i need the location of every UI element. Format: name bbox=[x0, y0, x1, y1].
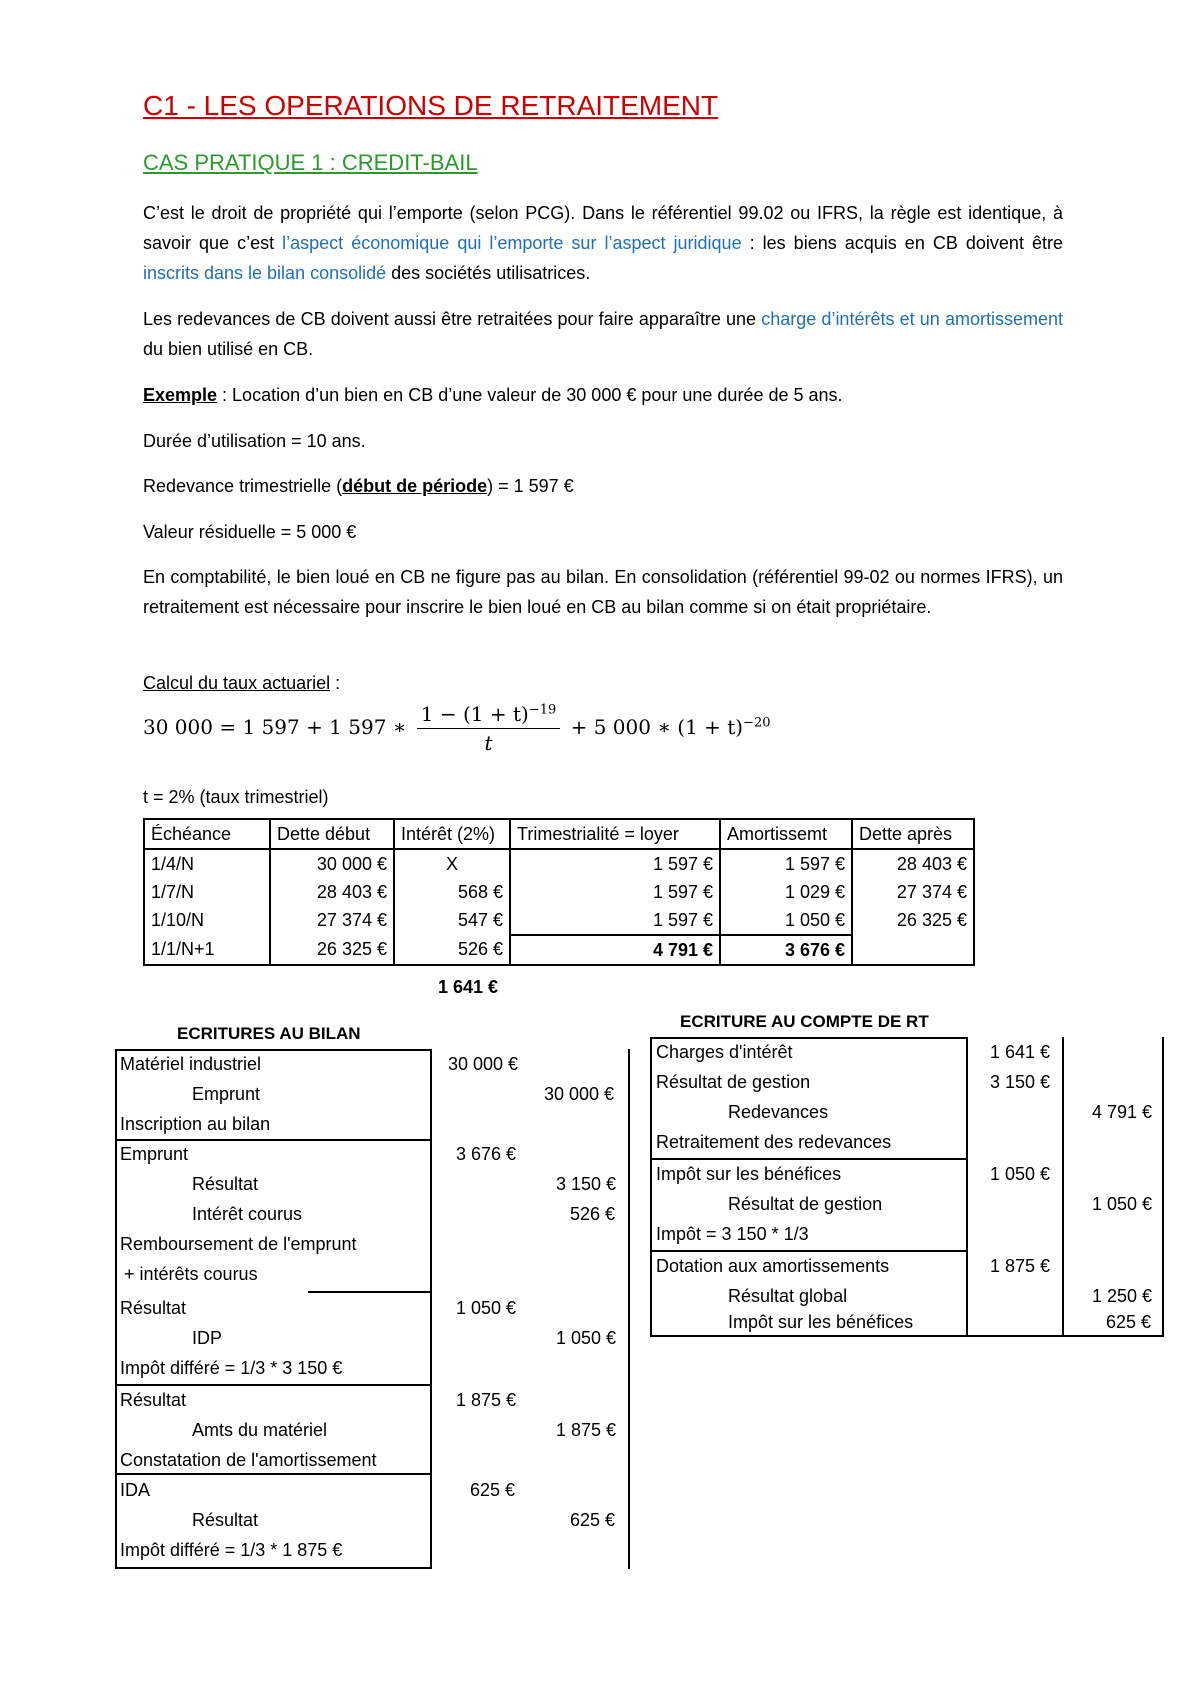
col-trimestrialite: Trimestrialité = loyer bbox=[510, 819, 720, 849]
rt-line-debit: 1 641 € bbox=[990, 1042, 1051, 1062]
rt-line-label: Impôt sur les bénéfices bbox=[728, 1312, 914, 1332]
journal-line-label: IDP bbox=[192, 1328, 223, 1348]
echeancier-table bbox=[143, 818, 975, 966]
journal-line-label: Amts du matériel bbox=[192, 1420, 328, 1440]
formula-numerator-exponent: −19 bbox=[528, 702, 557, 718]
journal-line-credit: 1 875 € bbox=[556, 1420, 617, 1440]
rt-line-credit: 625 € bbox=[1106, 1312, 1152, 1332]
col-amortissement: Amortissemt bbox=[720, 819, 852, 849]
journal-line-credit: 3 150 € bbox=[556, 1174, 617, 1194]
journal-line-label: Remboursement de l'emprunt bbox=[120, 1234, 357, 1254]
journal-line-credit: 30 000 € bbox=[544, 1084, 615, 1104]
paragraph-redevances bbox=[143, 304, 1063, 364]
formula-denominator: t bbox=[484, 731, 493, 755]
journal-line-label: Résultat bbox=[192, 1174, 259, 1194]
total-interest: 1 641 € bbox=[438, 977, 499, 997]
col-echeance: Échéance bbox=[144, 819, 270, 849]
actuarial-formula bbox=[143, 702, 771, 755]
journal-line-debit: 1 875 € bbox=[456, 1390, 517, 1410]
paragraph-consolidation: En comptabilité, le bien loué en CB ne figure pas au bilan. En consolidation (référentiel 99-02 ou normes IFRS), un retraitement est nécessaire pour inscrire le bien loué en CB au bilan comme si on était propriétaire. bbox=[143, 567, 1063, 617]
journal-line-label: Intérêt courus bbox=[192, 1204, 303, 1224]
journal-line-credit: 1 050 € bbox=[556, 1328, 617, 1348]
residuelle-line: Valeur résiduelle = 5 000 € bbox=[143, 522, 357, 542]
rt-line-label: Redevances bbox=[728, 1102, 829, 1122]
taux-line: t = 2% (taux trimestriel) bbox=[143, 787, 329, 807]
principle-highlight-economic: l’aspect économique qui l’emporte sur l’aspect juridique bbox=[282, 233, 742, 253]
calcul-colon: : bbox=[330, 673, 341, 693]
journal-line-debit: 30 000 € bbox=[448, 1054, 519, 1074]
rt-line-debit: 1 875 € bbox=[990, 1256, 1051, 1276]
redevance-debut-periode: début de période bbox=[342, 476, 488, 496]
redevance-line bbox=[143, 471, 1063, 501]
redevances-highlight: charge d’intérêts et un amortissement bbox=[761, 309, 1064, 329]
example-text: : Location d’un bien en CB d’une valeur de 30 000 € pour une durée de 5 ans. bbox=[217, 385, 843, 405]
journal-line-label: + intérêts courus bbox=[124, 1264, 258, 1284]
journal-line-label: IDA bbox=[120, 1480, 151, 1500]
formula-rhs: + 5 000 ∗ (1 + t) bbox=[570, 715, 744, 739]
duree-line: Durée d’utilisation = 10 ans. bbox=[143, 431, 366, 451]
journal-line-credit: 625 € bbox=[570, 1510, 616, 1530]
journal-line-label: Impôt différé = 1/3 * 3 150 € bbox=[120, 1358, 343, 1378]
journal-line-label: Emprunt bbox=[192, 1084, 261, 1104]
formula-rhs-exponent: −20 bbox=[743, 715, 771, 731]
journal-line-label: Résultat bbox=[120, 1298, 187, 1318]
example-label: Exemple bbox=[143, 385, 218, 405]
rt-line-label: Résultat de gestion bbox=[656, 1072, 811, 1092]
rt-line-label: Charges d'intérêt bbox=[656, 1042, 793, 1062]
page-title: C1 - LES OPERATIONS DE RETRAITEMENT bbox=[143, 90, 719, 121]
rt-line-credit: 1 050 € bbox=[1092, 1194, 1153, 1214]
principle-text-a: C’est le droit de propriété qui l’emporte (selon PCG). Dans le référentiel 99.02 ou IFRS, la règle est identique, à savoir que c’est bbox=[143, 203, 1063, 253]
principle-highlight-bilan: inscrits dans le bilan consolidé bbox=[143, 263, 387, 283]
formula-numerator: $1 - (1 + t)^{-19}$ bbox=[417, 702, 560, 729]
redevance-text-c: ) = 1 597 € bbox=[487, 476, 574, 496]
case-subtitle: CAS PRATIQUE 1 : CREDIT-BAIL bbox=[143, 150, 478, 175]
calcul-line bbox=[143, 668, 1063, 698]
rt-line-label: Retraitement des redevances bbox=[656, 1132, 892, 1152]
journal-line-label: Constatation de l'amortissement bbox=[120, 1450, 377, 1470]
table-row: 1/10/N 27 374 € 547 € 1 597 € 1 050 € 26 325 € bbox=[144, 906, 974, 935]
rt-line-label: Résultat de gestion bbox=[728, 1194, 883, 1214]
echeancier-header-row bbox=[144, 819, 974, 849]
journal-line-credit: 526 € bbox=[570, 1204, 616, 1224]
rt-line-label: Résultat global bbox=[728, 1286, 848, 1306]
redevances-text-a: Les redevances de CB doivent aussi être retraitées pour faire apparaître une bbox=[143, 309, 762, 329]
rt-line-debit: 1 050 € bbox=[990, 1164, 1051, 1184]
rt-line-credit: 4 791 € bbox=[1092, 1102, 1153, 1122]
rt-title: ECRITURE AU COMPTE DE RT bbox=[680, 1012, 929, 1031]
rt-line-credit: 1 250 € bbox=[1092, 1286, 1153, 1306]
example-line bbox=[143, 380, 1063, 410]
redevance-text-a: Redevance trimestrielle ( bbox=[143, 476, 343, 496]
journal-line-debit: 625 € bbox=[470, 1480, 516, 1500]
principle-text-e: des sociétés utilisatrices. bbox=[386, 263, 591, 283]
journal-line-label: Matériel industriel bbox=[120, 1054, 262, 1074]
principle-text-c: : les biens acquis en CB doivent être bbox=[741, 233, 1063, 253]
rt-line-label: Impôt = 3 150 * 1/3 bbox=[656, 1224, 809, 1244]
col-interet: Intérêt (2%) bbox=[394, 819, 510, 849]
bilan-title: ECRITURES AU BILAN bbox=[177, 1024, 361, 1043]
col-dette-apres: Dette après bbox=[852, 819, 974, 849]
rt-line-label: Dotation aux amortissements bbox=[656, 1256, 890, 1276]
table-row: 1/7/N 28 403 € 568 € 1 597 € 1 029 € 27 374 € bbox=[144, 878, 974, 906]
journal-line-label: Emprunt bbox=[120, 1144, 189, 1164]
formula-fraction bbox=[417, 702, 560, 755]
rt-line-debit: 3 150 € bbox=[990, 1072, 1051, 1092]
formula-lhs: 30 000 = 1 597 + 1 597 ∗ bbox=[143, 715, 407, 739]
redevances-text-c: du bien utilisé en CB. bbox=[143, 339, 314, 359]
table-row: 1/4/N 30 000 € X 1 597 € 1 597 € 28 403 € bbox=[144, 849, 974, 878]
journal-line-label: Impôt différé = 1/3 * 1 875 € bbox=[120, 1540, 343, 1560]
col-dette-debut: Dette début bbox=[270, 819, 394, 849]
journal-line-debit: 1 050 € bbox=[456, 1298, 517, 1318]
paragraph-principle bbox=[143, 198, 1063, 288]
journal-line-label: Inscription au bilan bbox=[120, 1114, 271, 1134]
rt-line-label: Impôt sur les bénéfices bbox=[656, 1164, 842, 1184]
journal-line-label: Résultat bbox=[120, 1390, 187, 1410]
calcul-label: Calcul du taux actuariel bbox=[143, 673, 331, 693]
journal-line-debit: 3 676 € bbox=[456, 1144, 517, 1164]
journal-line-label: Résultat bbox=[192, 1510, 259, 1530]
table-row-total: 1/1/N+1 26 325 € 526 € 4 791 € 3 676 € bbox=[144, 935, 974, 965]
